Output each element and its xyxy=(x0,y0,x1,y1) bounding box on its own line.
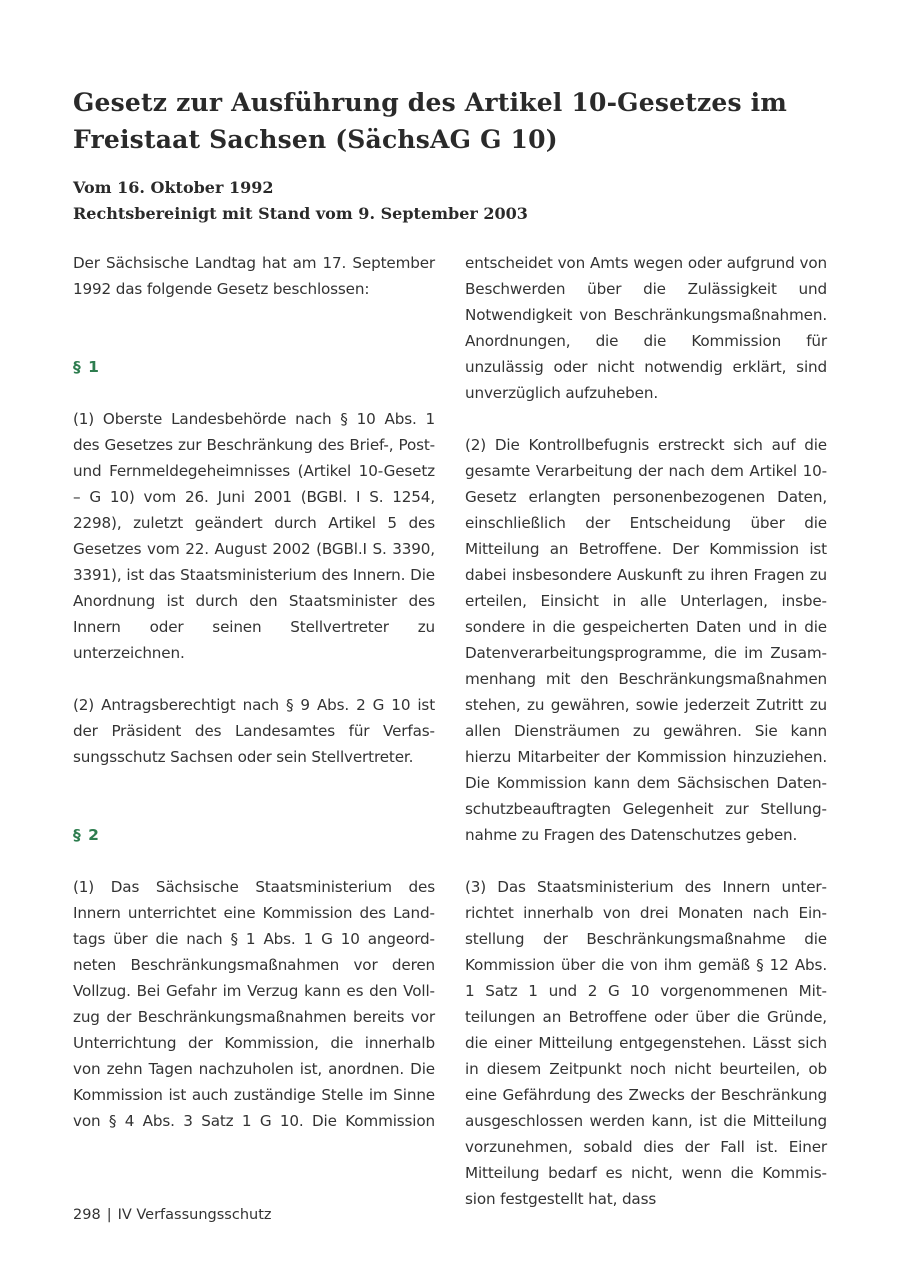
preamble: Der Sächsische Landtag hat am 17. September 1992 das folgende Gesetz beschlossen: xyxy=(73,254,435,298)
subtitle-block xyxy=(73,175,833,227)
date-line: Vom 16. Oktober 1992 xyxy=(73,178,274,197)
section-2-paragraph-1: (1) Das Sächsische Staatsministerium des Innern unterrichtet eine Kommission des Landtags über die nach § 1 Abs. 1 G 10 angeordneten Beschränkungsmaßnahmen vor deren Vollzug. Bei Gefahr im Verzug kann es den Vollzug der Beschränkungsmaßnahmen bereits vor Unterrichtung der Kommission, die innerhalb von zehn Tagen nachzuholen ist, anordnen. Die Kommission ist auch zuständige Stelle im Sinne von § 4 Abs. 3 Satz 1 G 10. Die Kommission xyxy=(73,878,435,1130)
footer-separator: | xyxy=(106,1207,112,1223)
left-column xyxy=(73,250,435,1160)
page-title: Gesetz zur Ausführung des Artikel 10-Gesetzes im Freistaat Sachsen (SächsAG G 10) xyxy=(73,88,787,154)
section-1-paragraph-1: (1) Oberste Landesbehörde nach § 10 Abs. 1 des Gesetzes zur Beschränkung des Brief-, Post- und Fernmeldegeheimnisses (Artikel 10-Gesetz – G 10) vom 26. Juni 2001 (BGBl. I S. 1254, 2298), zuletzt geändert durch Artikel 5 des Gesetzes vom 22. August 2002 (BGBl.I S. 3390, 3391), ist das Staatsministerium des Innern. Die Anordnung ist durch den Staatsminister des Innern oder seinen Stellvertreter zu unterzeichnen. xyxy=(73,410,435,662)
section-2-paragraph-2: (2) Die Kontrollbefugnis erstreckt sich auf die gesamte Verarbeitung der nach dem Artikel 10-Gesetz erlangten personenbezogenen Daten, einschließlich der Entscheidung über die Mitteilung an Betroffene. Der Kommission ist dabei insbesondere Auskunft zu ihren Fragen zu erteilen, Einsicht in alle Unterlagen, insbesondere in die gespeicherten Daten und in die Datenverarbeitungsprogramme, die im Zusammenhang mit den Beschränkungsmaßnahmen stehen, zu gewähren, sowie jederzeit Zutritt zu allen Diensträumen zu gewähren. Sie kann hierzu Mitarbeiter der Kommission hinzuziehen. Die Kommission kann dem Sächsischen Datenschutzbeauftragten Gelegenheit zur Stellungnahme zu Fragen des Datenschutzes geben. xyxy=(465,436,827,844)
chapter-label: IV Verfassungsschutz xyxy=(117,1207,272,1223)
right-column xyxy=(465,250,827,1238)
status-line: Rechtsbereinigt mit Stand vom 9. September 2003 xyxy=(73,204,528,223)
section-1-paragraph-2: (2) Antragsberechtigt nach § 9 Abs. 2 G 10 ist der Präsident des Landesamtes für Verfassungsschutz Sachsen oder sein Stellvertreter. xyxy=(73,696,435,766)
section-heading-1: § 1 xyxy=(73,358,100,376)
section-2-paragraph-1-continued: entscheidet von Amts wegen oder aufgrund von Beschwerden über die Zulässigkeit und Notwendigkeit von Beschränkungsmaßnahmen. Anordnungen, die die Kommission für unzulässig oder nicht notwendig erklärt, sind unverzüglich aufzuheben. xyxy=(465,254,827,402)
page-number: 298 xyxy=(73,1207,101,1223)
section-2-paragraph-3: (3) Das Staatsministerium des Innern unterrichtet innerhalb von drei Monaten nach Einstellung der Beschränkungsmaßnahme die Kommission über die von ihm gemäß § 12 Abs. 1 Satz 1 und 2 G 10 vorgenommenen Mitteilungen an Betroffene oder über die Gründe, die einer Mitteilung entgegenstehen. Lässt sich in diesem Zeitpunkt noch nicht beurteilen, ob eine Gefährdung des Zwecks der Beschränkung ausgeschlossen werden kann, ist die Mitteilung vorzunehmen, sobald dies der Fall ist. Einer Mitteilung bedarf es nicht, wenn die Kommission festgestellt hat, dass xyxy=(465,878,827,1208)
page-footer xyxy=(73,1204,272,1226)
section-heading-2: § 2 xyxy=(73,826,100,844)
